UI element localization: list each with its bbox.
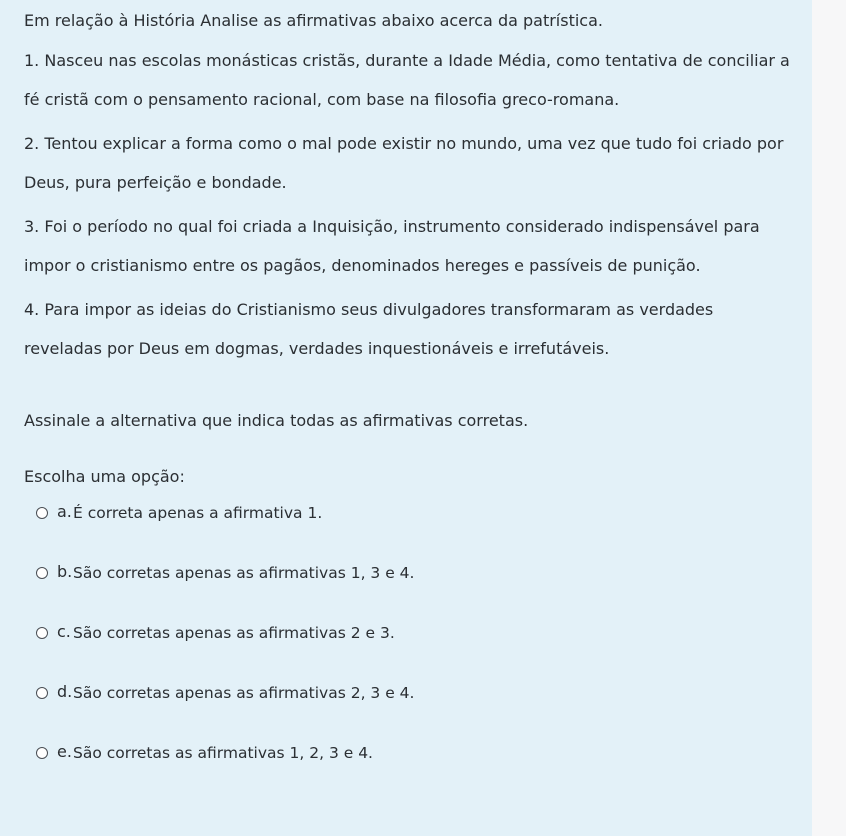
option-text-a[interactable]: É correta apenas a afirmativa 1. — [73, 504, 323, 522]
option-c[interactable] — [36, 621, 792, 645]
radio-button-a[interactable] — [36, 507, 48, 519]
statement-2: 2. Tentou explicar a forma como o mal pode existir no mundo, uma vez que tudo foi criado por Deus, pura perfeição e bondade. — [24, 134, 784, 192]
statement-1: 1. Nasceu nas escolas monásticas cristãs, durante a Idade Média, como tentativa de conciliar a fé cristã com o pensamento racional, com base na filosofia greco-romana. — [24, 51, 790, 109]
option-text-c[interactable]: São corretas apenas as afirmativas 2 e 3. — [73, 624, 395, 642]
radio-button-c[interactable] — [36, 627, 48, 639]
right-gutter — [812, 0, 846, 836]
radio-button-d[interactable] — [36, 687, 48, 699]
option-letter-c: c. — [57, 621, 71, 641]
spacer — [24, 373, 792, 409]
option-a[interactable] — [36, 501, 792, 525]
option-text-b[interactable]: São corretas apenas as afirmativas 1, 3 e 4. — [73, 564, 415, 582]
radio-button-b[interactable] — [36, 567, 48, 579]
option-b[interactable] — [36, 561, 792, 585]
answer-options — [36, 501, 792, 765]
choose-option-label: Escolha uma opção: — [24, 467, 185, 486]
option-text-e[interactable]: São corretas as afirmativas 1, 2, 3 e 4. — [73, 744, 373, 762]
statement-4: 4. Para impor as ideias do Cristianismo seus divulgadores transformaram as verdades reveladas por Deus em dogmas, verdades inquestionáveis e irrefutáveis. — [24, 300, 714, 358]
option-text-d[interactable]: São corretas apenas as afirmativas 2, 3 e 4. — [73, 684, 415, 702]
option-letter-b: b. — [57, 561, 73, 581]
option-letter-e: e. — [57, 741, 72, 761]
option-letter-a: a. — [57, 501, 72, 521]
option-d[interactable] — [36, 681, 792, 705]
question-intro: Em relação à História Analise as afirmativas abaixo acerca da patrística. — [24, 11, 603, 30]
question-instruction: Assinale a alternativa que indica todas as afirmativas corretas. — [24, 411, 529, 430]
option-e[interactable] — [36, 741, 792, 765]
option-letter-d: d. — [57, 681, 73, 701]
radio-button-e[interactable] — [36, 747, 48, 759]
statement-3: 3. Foi o período no qual foi criada a Inquisição, instrumento considerado indispensável para impor o cristianismo entre os pagãos, denominados hereges e passíveis de punição. — [24, 217, 760, 275]
